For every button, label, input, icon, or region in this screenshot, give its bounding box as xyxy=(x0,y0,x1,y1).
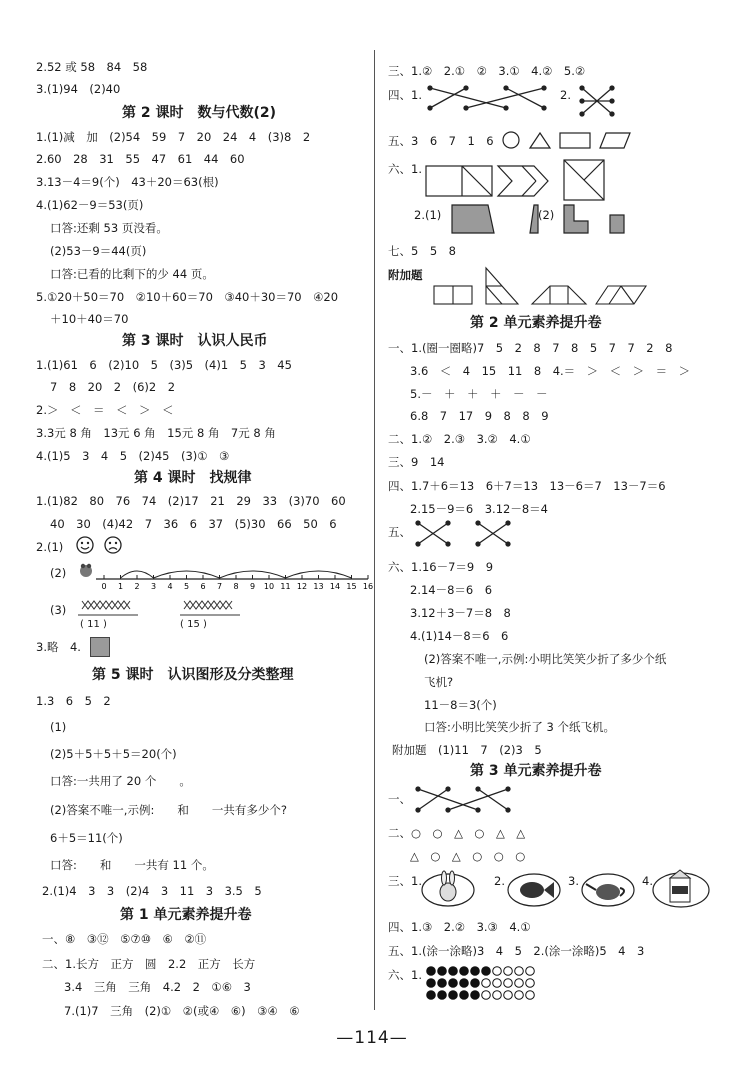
answer-line: 4. xyxy=(642,874,653,888)
answer-line: (2)53－9＝44(页) xyxy=(50,244,147,258)
answer-line: 四、1.7＋6＝13 6＋7＝13 13－6＝7 13－7＝6 xyxy=(388,479,666,493)
answer-line: 3.6 ＜ 4 15 11 8 4.＝ ＞ ＜ ＞ ＝ ＞ xyxy=(410,364,691,378)
gray-square-figure xyxy=(90,637,110,657)
triangle-shape xyxy=(530,133,550,148)
hollow-dot xyxy=(515,979,524,988)
lesson-heading: 第 4 课时 找规律 xyxy=(134,470,252,486)
answer-line: 2.(1)4 3 3 (2)4 3 11 3 3.5 5 xyxy=(42,884,262,898)
dot-grid-figure xyxy=(426,966,576,1016)
filled-dot xyxy=(471,967,480,976)
matching-lines-figure-3 xyxy=(414,786,524,816)
answer-line: 六、1. xyxy=(388,968,422,982)
answer-line: 口答:小明比笑笑少折了 3 个纸飞机。 xyxy=(424,720,616,734)
answer-line: ＋10＋40＝70 xyxy=(50,312,129,326)
pattern-label-1: ( 11 ) xyxy=(80,619,107,630)
answer-line: (1) xyxy=(50,720,67,734)
answer-line: △ ○ △ ○ ○ ○ xyxy=(410,849,526,863)
hollow-dot xyxy=(482,991,491,1000)
answer-line: 一、1.(圈一圈略)7 5 2 8 7 8 5 7 7 2 8 xyxy=(388,341,673,355)
number-line-label: 9 xyxy=(249,582,256,591)
page-number: —114— xyxy=(336,1028,408,1048)
hollow-dot xyxy=(515,991,524,1000)
rectangle-shape xyxy=(560,133,590,148)
hollow-dot xyxy=(493,979,502,988)
number-line xyxy=(78,560,374,591)
answer-line: 2.60 28 31 55 47 61 44 60 xyxy=(36,152,245,166)
answer-line: 1.(1)减 加 (2)54 59 7 20 24 4 (3)8 2 xyxy=(36,130,311,144)
answer-line: 附加题 (1)11 7 (2)3 5 xyxy=(392,743,542,757)
answer-line: (2)5＋5＋5＋5＝20(个) xyxy=(50,747,177,761)
answer-line: 二、1.② 2.③ 3.② 4.① xyxy=(388,432,531,446)
number-line-label: 13 xyxy=(313,582,324,591)
answer-line: 四、1.③ 2.② 3.③ 4.① xyxy=(388,920,531,934)
answer-line: 5.－ ＋ ＋ ＋ － － xyxy=(410,387,548,401)
answer-line: 一、 xyxy=(388,792,411,806)
answer-line: 2.52 或 58 84 58 xyxy=(36,60,148,74)
lesson-heading: 第 5 课时 认识图形及分类整理 xyxy=(92,667,294,683)
shapes-row-figure xyxy=(502,130,632,152)
smiley-face-icon xyxy=(77,537,93,553)
answer-line: 六、1.16－7＝9 9 xyxy=(388,560,494,574)
answer-line: 2.＞ ＜ ＝ ＜ ＞ ＜ xyxy=(36,403,174,417)
frog-icon xyxy=(80,564,92,577)
bonus-shapes-figure xyxy=(434,268,694,308)
sad-face-icon xyxy=(105,537,121,553)
filled-dot xyxy=(471,991,480,1000)
answer-line: 3. xyxy=(568,874,579,888)
answer-line: 40 30 (4)42 7 36 6 37 (5)30 66 50 6 xyxy=(50,517,337,531)
filled-dot xyxy=(460,979,469,988)
number-line-label: 7 xyxy=(216,582,223,591)
number-line-label: 2 xyxy=(134,582,140,591)
answer-line: 2. xyxy=(560,88,571,102)
answer-line: 三、1.② 2.① ② 3.① 4.② 5.② xyxy=(388,64,586,78)
face-icons xyxy=(76,536,126,556)
answer-line: 1.(1)61 6 (2)10 5 (3)5 (4)1 5 3 45 xyxy=(36,358,292,372)
column-divider xyxy=(374,50,375,1010)
number-line-label: 1 xyxy=(117,582,124,591)
number-line-label: 16 xyxy=(362,582,374,591)
answer-line: 飞机? xyxy=(424,675,454,689)
number-line-label: 12 xyxy=(296,582,308,591)
fish-icon xyxy=(504,866,564,910)
unit-heading: 第 3 单元素养提升卷 xyxy=(470,763,602,779)
filled-dot xyxy=(460,991,469,1000)
hollow-dot xyxy=(515,967,524,976)
answer-line: 11－8＝3(个) xyxy=(424,698,497,712)
number-line-label: 10 xyxy=(263,582,275,591)
answer-line: 口答:一共用了 20 个 。 xyxy=(50,774,191,788)
answer-line: 二、○ ○ △ ○ △ △ xyxy=(388,826,526,840)
answer-line: 7.(1)7 三角 (2)① ②(或④ ⑥) ③④ ⑥ xyxy=(64,1004,300,1018)
hollow-dot xyxy=(504,967,513,976)
answer-line: 4.(1)62－9＝53(页) xyxy=(36,198,144,212)
matching-lines-figure xyxy=(426,84,556,114)
hollow-dot xyxy=(504,979,513,988)
answer-line: 3.4 三角 三角 4.2 2 ①⑥ 3 xyxy=(64,980,251,994)
answer-line: 五、 xyxy=(388,525,411,539)
answer-line: 3.3元 8 角 13元 6 角 15元 8 角 7元 8 角 xyxy=(36,426,276,440)
answer-line: 七、5 5 8 xyxy=(388,244,456,258)
number-line-label: 8 xyxy=(233,582,239,591)
answer-line: 7 8 20 2 (6)2 2 xyxy=(50,380,176,394)
answer-line: 三、1. xyxy=(388,874,422,888)
number-line-label: 3 xyxy=(150,582,157,591)
filled-dot xyxy=(449,967,458,976)
hollow-dot xyxy=(493,967,502,976)
answer-line: (2)答案不唯一,示例:小明比笑笑少折了多少个纸 xyxy=(424,652,667,666)
answer-line: 3.(1)94 (2)40 xyxy=(36,82,121,96)
answer-line: (3) xyxy=(50,603,67,617)
milk-carton-icon xyxy=(650,866,712,910)
answer-line: 4.(1)5 3 4 5 (2)45 (3)① ③ xyxy=(36,449,230,463)
answer-line: 一、⑧ ③⑫ ⑤⑦⑩ ⑥ ②⑪ xyxy=(42,932,207,946)
answer-line: 2.(1) xyxy=(414,208,442,222)
answer-line: 四、1. xyxy=(388,88,422,102)
cut-shapes-figure xyxy=(426,160,666,202)
filled-dot xyxy=(438,979,447,988)
answer-line: 口答:还剩 53 页没看。 xyxy=(50,221,168,235)
answer-line: 3.略 4. xyxy=(36,640,81,654)
answer-line: 口答:已看的比剩下的少 44 页。 xyxy=(50,267,214,281)
filled-dot xyxy=(438,991,447,1000)
number-line-label: 4 xyxy=(167,582,173,591)
answer-line: (2) xyxy=(538,208,555,222)
answer-line: (2)答案不唯一,示例: 和 一共有多少个? xyxy=(50,803,287,817)
answer-line: 6.8 7 17 9 8 8 9 xyxy=(410,409,549,423)
bonus-label: 附加题 xyxy=(388,268,423,282)
matching-lines-figure-2 xyxy=(414,520,524,550)
number-line-label: 15 xyxy=(346,582,357,591)
filled-dot xyxy=(460,967,469,976)
answer-line: 2.15－9＝6 3.12－8＝4 xyxy=(410,502,548,516)
number-line-label: 0 xyxy=(101,582,107,591)
answer-line: 三、9 14 xyxy=(388,455,445,469)
answer-line: 1.(1)82 80 76 74 (2)17 21 29 33 (3)70 60 xyxy=(36,494,346,508)
circle-shape xyxy=(503,132,519,148)
number-line-label: 11 xyxy=(280,582,291,591)
filled-dot xyxy=(438,967,447,976)
unit-heading: 第 1 单元素养提升卷 xyxy=(120,907,252,923)
pattern-figure-2 xyxy=(180,601,240,615)
lesson-heading: 第 2 课时 数与代数(2) xyxy=(122,105,277,121)
parallelogram-shape xyxy=(600,133,630,148)
filled-dot xyxy=(427,979,436,988)
unit-heading: 第 2 单元素养提升卷 xyxy=(470,315,602,331)
filled-dot xyxy=(427,967,436,976)
star-lines-figure xyxy=(578,84,618,120)
filled-dot xyxy=(471,979,480,988)
lesson-heading: 第 3 课时 认识人民币 xyxy=(122,333,268,349)
answer-line: 口答: 和 一共有 11 个。 xyxy=(50,858,214,872)
filled-dot xyxy=(449,991,458,1000)
answer-line: 五、1.(涂一涂略)3 4 5 2.(涂一涂略)5 4 3 xyxy=(388,944,645,958)
hollow-dot xyxy=(526,967,535,976)
hollow-dot xyxy=(526,979,535,988)
answer-line: 六、1. xyxy=(388,162,422,176)
answer-line: 3.13－4＝9(个) 43＋20＝63(根) xyxy=(36,175,219,189)
answer-line: 二、1.长方 正方 圆 2.2 正方 长方 xyxy=(42,957,256,971)
answer-line: 2.14－8＝6 6 xyxy=(410,583,493,597)
answer-line: 2.(1) xyxy=(36,540,64,554)
hollow-dot xyxy=(504,991,513,1000)
hollow-dot xyxy=(493,991,502,1000)
pattern-figure-1 xyxy=(78,601,138,615)
number-line-label: 14 xyxy=(329,582,341,591)
answer-line: 1.3 6 5 2 xyxy=(36,694,111,708)
hollow-dot xyxy=(526,991,535,1000)
answer-line: 5.①20＋50＝70 ②10＋60＝70 ③40＋30＝70 ④20 xyxy=(36,290,339,304)
filled-dot xyxy=(482,967,491,976)
answer-line: 2. xyxy=(494,874,505,888)
rabbit-icon xyxy=(418,866,478,910)
gray-shapes-figure-2 xyxy=(562,203,632,235)
answer-line: 五、3 6 7 1 6 xyxy=(388,134,494,148)
answer-line: 4.(1)14－8＝6 6 xyxy=(410,629,509,643)
filled-dot xyxy=(449,979,458,988)
number-line-label: 5 xyxy=(183,582,190,591)
teapot-icon xyxy=(578,866,638,910)
answer-line: 3.12＋3－7＝8 8 xyxy=(410,606,511,620)
answer-line: 6＋5＝11(个) xyxy=(50,831,123,845)
hollow-dot xyxy=(482,979,491,988)
filled-dot xyxy=(427,991,436,1000)
answer-line: (2) xyxy=(50,566,67,580)
pattern-label-2: ( 15 ) xyxy=(180,619,207,630)
number-line-label: 6 xyxy=(200,582,206,591)
